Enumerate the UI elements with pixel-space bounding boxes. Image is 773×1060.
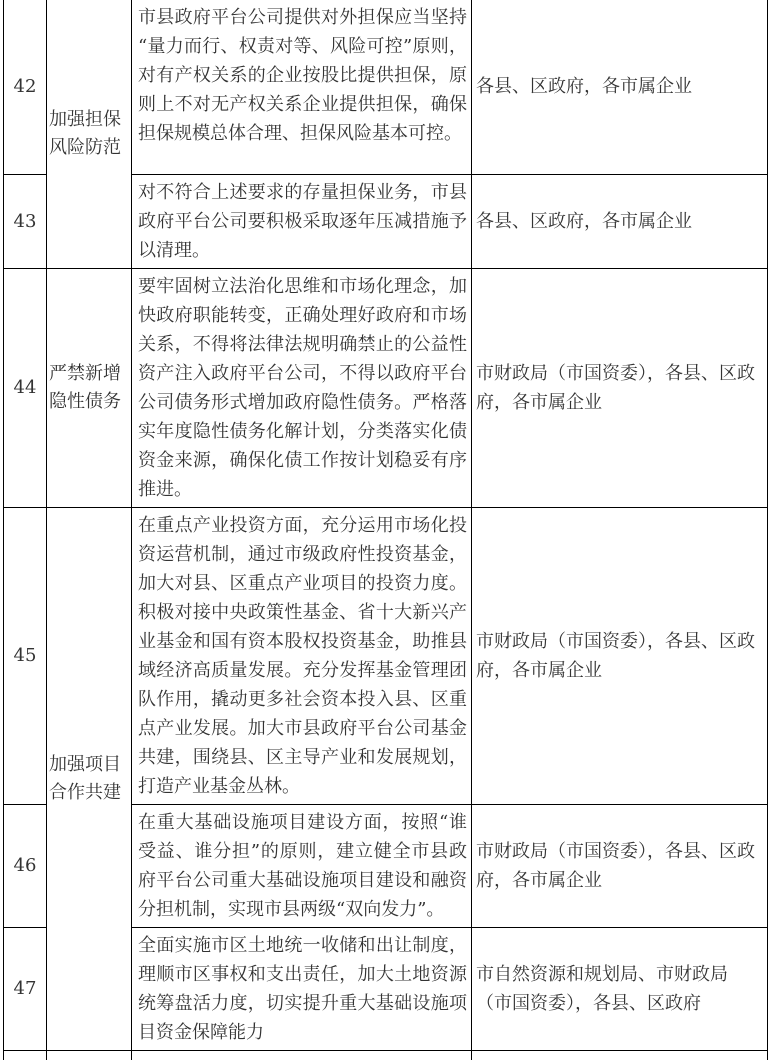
table-row-next-cut: [4, 1050, 768, 1060]
row-number-43: 43: [4, 174, 47, 268]
measure-text-next-empty: [132, 1050, 472, 1060]
responsible-units-44: 市财政局（市国资委），各县、区政府，各市属企业: [472, 268, 768, 507]
measure-text-44: 要牢固树立法治化思维和市场化理念，加快政府职能转变，正确处理好政府和市场关系，不得将法律法规明确禁止的公益性资产注入政府平台公司，不得以政府平台公司债务形式增加政府隐性债务。严格落实年度隐性债务化解计划，分类落实化债资金来源，确保化债工作按计划稳妥有序推进。: [132, 268, 472, 507]
row-number-42: 42: [4, 0, 47, 174]
row-number-45: 45: [4, 507, 47, 804]
measure-text-42: 市县政府平台公司提供对外担保应当坚持“量力而行、权责对等、风险可控”原则，对有产权关系的企业按股比提供担保，原则上不对无产权关系企业提供担保，确保担保规模总体合理、担保风险基本可控。: [132, 0, 472, 174]
measure-text-45: 在重点产业投资方面，充分运用市场化投资运营机制，通过市级政府性投资基金，加大对县、区重点产业项目的投资力度。积极对接中央政策性基金、省十大新兴产业基金和国有资本股权投资基金，助推县域经济高质量发展。充分发挥基金管理团队作用，撬动更多社会资本投入县、区重点产业发展。加大市县政府平台公司基金共建，围绕县、区主导产业和发展规划，打造产业基金丛林。: [132, 507, 472, 804]
category-cell-hidden-debt: 严禁新增隐性债务: [47, 268, 132, 507]
table-row-42: [4, 0, 768, 174]
row-number-next-empty: [4, 1050, 47, 1060]
responsible-units-next-empty: [472, 1050, 768, 1060]
measure-text-47: 全面实施市区土地统一收储和出让制度，理顺市区事权和支出责任，加大土地资源统筹盘活力度，切实提升重大基础设施项目资金保障能力: [132, 927, 472, 1050]
responsible-units-42: 各县、区政府，各市属企业: [472, 0, 768, 174]
category-cell-next-empty: [47, 1050, 132, 1060]
responsible-units-45: 市财政局（市国资委），各县、区政府，各市属企业: [472, 507, 768, 804]
measure-text-46: 在重大基础设施项目建设方面，按照“谁受益、谁分担”的原则，建立健全市县政府平台公司重大基础设施项目建设和融资分担机制，实现市县两级“双向发力”。: [132, 804, 472, 927]
row-number-46: 46: [4, 804, 47, 927]
category-cell-guarantee-risk: 加强担保风险防范: [47, 0, 132, 268]
category-cell-project-cooperation: 加强项目合作共建: [47, 507, 132, 1050]
row-number-47: 47: [4, 927, 47, 1050]
measures-table: [3, 0, 768, 1060]
row-number-44: 44: [4, 268, 47, 507]
table-row-45: [4, 507, 768, 804]
responsible-units-43: 各县、区政府，各市属企业: [472, 174, 768, 268]
measure-text-43: 对不符合上述要求的存量担保业务，市县政府平台公司要积极采取逐年压减措施予以清理。: [132, 174, 472, 268]
responsible-units-46: 市财政局（市国资委），各县、区政府，各市属企业: [472, 804, 768, 927]
table-row-44: [4, 268, 768, 507]
responsible-units-47: 市自然资源和规划局、市财政局（市国资委），各县、区政府: [472, 927, 768, 1050]
